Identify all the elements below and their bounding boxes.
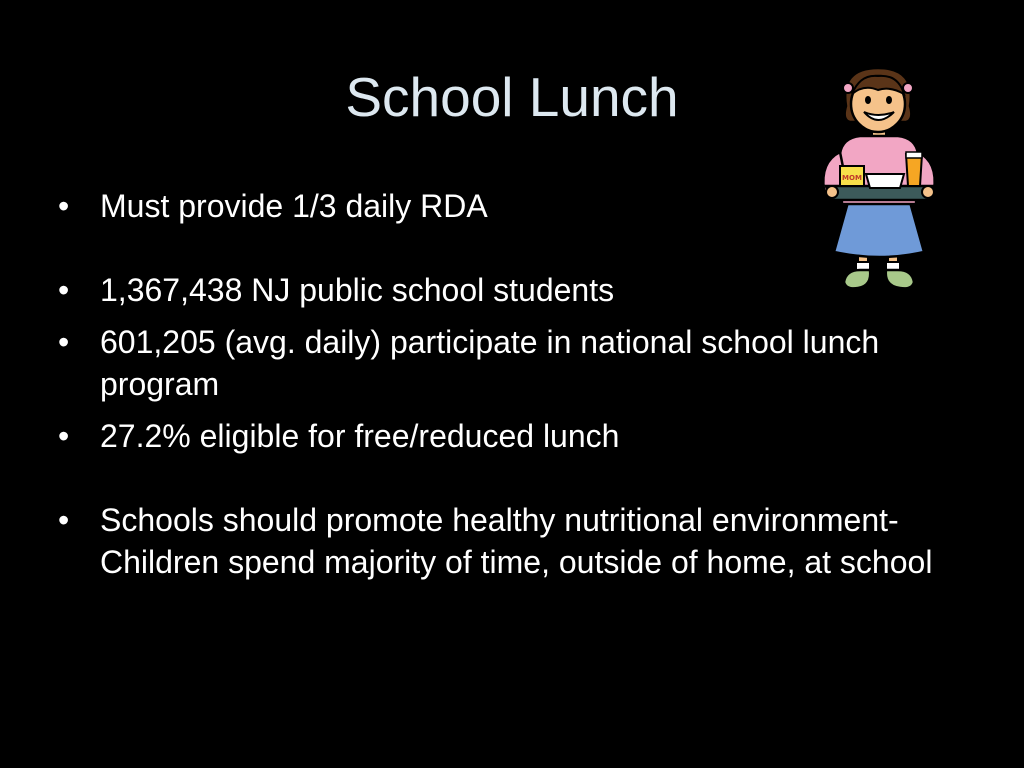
juice-cup bbox=[906, 154, 922, 186]
girl-eye-left bbox=[865, 96, 871, 104]
lunchbox-label: MOM bbox=[842, 174, 862, 182]
girl-shoe-right bbox=[886, 270, 914, 288]
girl-shoe-left bbox=[844, 270, 870, 288]
bullet-marker: • bbox=[58, 272, 70, 308]
bullet-marker: • bbox=[58, 502, 70, 538]
girl-bow-right bbox=[903, 83, 913, 93]
bullet-text: Schools should promote healthy nutritional environment- Children spend majority of time, outside of home, at school bbox=[100, 502, 933, 580]
bullet-marker: • bbox=[58, 324, 70, 360]
girl-bow-left bbox=[843, 83, 853, 93]
bullet-item bbox=[58, 321, 938, 405]
slide-title: School Lunch bbox=[345, 66, 679, 128]
bullet-marker: • bbox=[58, 188, 70, 224]
bullet-marker: • bbox=[58, 418, 70, 454]
girl-eye-right bbox=[886, 96, 892, 104]
bullet-text: 27.2% eligible for free/reduced lunch bbox=[100, 418, 620, 454]
girl-hand-right bbox=[922, 186, 934, 198]
bullet-list bbox=[58, 185, 938, 593]
girl-skirt bbox=[834, 202, 924, 257]
bullet-item bbox=[58, 499, 938, 583]
bullet-text: 601,205 (avg. daily) participate in national school lunch program bbox=[100, 324, 880, 402]
bullet-text: Must provide 1/3 daily RDA bbox=[100, 188, 488, 224]
lunch-bowl bbox=[866, 174, 904, 188]
juice-cup-rim bbox=[906, 152, 922, 158]
bullet-text: 1,367,438 NJ public school students bbox=[100, 272, 615, 308]
bullet-item bbox=[58, 269, 938, 311]
girl-hand-left bbox=[826, 186, 838, 198]
girl-with-lunch-tray-icon bbox=[810, 62, 950, 298]
bullet-item bbox=[58, 185, 938, 227]
bullet-item bbox=[58, 415, 938, 457]
